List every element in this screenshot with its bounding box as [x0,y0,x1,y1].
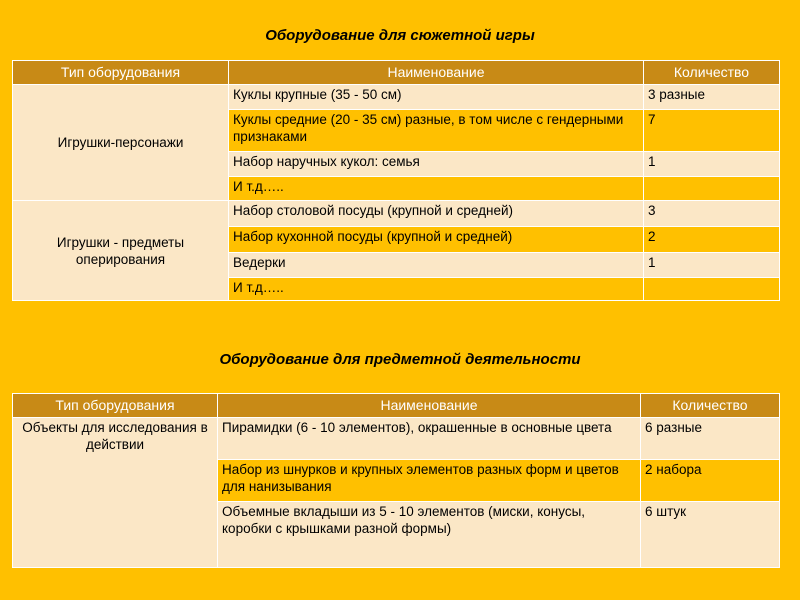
item-qty-cell: 1 [644,152,780,177]
item-name-cell: Набор наручных кукол: семья [229,152,644,177]
item-name-cell: И т.д….. [229,177,644,201]
equipment-table-object-activity [12,393,780,568]
item-qty-cell: 7 [644,110,780,152]
item-name-cell: Набор кухонной посуды (крупной и средней) [229,227,644,253]
header-name: Наименование [218,394,641,418]
header-type: Тип оборудования [13,394,218,418]
item-qty-cell: 2 [644,227,780,253]
item-qty-cell: 2 набора [641,460,780,502]
header-qty: Количество [641,394,780,418]
header-qty: Количество [644,61,780,85]
group-type-cell: Игрушки-персонажи [13,85,229,201]
table-row [13,418,780,460]
item-qty-cell: 1 [644,253,780,278]
header-name: Наименование [229,61,644,85]
item-qty-cell [644,177,780,201]
table-row [13,201,780,227]
group-type-cell: Игрушки - предметы оперирования [13,201,229,301]
item-name-cell: Куклы крупные (35 - 50 см) [229,85,644,110]
table-header-row [13,61,780,85]
item-qty-cell: 3 разные [644,85,780,110]
item-name-cell: Набор столовой посуды (крупной и средней) [229,201,644,227]
group-type-cell: Объекты для исследования в действии [13,418,218,568]
item-name-cell: Ведерки [229,253,644,278]
item-qty-cell: 6 разные [641,418,780,460]
item-name-cell: Пирамидки (6 - 10 элементов), окрашенные в основные цвета [218,418,641,460]
table1-title: Оборудование для сюжетной игры [265,27,535,44]
table2-title: Оборудование для предметной деятельности [219,351,581,368]
table-row [13,85,780,110]
item-qty-cell: 6 штук [641,502,780,568]
table-header-row [13,394,780,418]
item-qty-cell [644,278,780,301]
equipment-table-role-play [12,60,780,301]
item-qty-cell: 3 [644,201,780,227]
item-name-cell: Объемные вкладыши из 5 - 10 элементов (миски, конусы, коробки с крышками разной формы) [218,502,641,568]
item-name-cell: Набор из шнурков и крупных элементов разных форм и цветов для нанизывания [218,460,641,502]
item-name-cell: Куклы средние (20 - 35 см) разные, в том числе с гендерными признаками [229,110,644,152]
header-type: Тип оборудования [13,61,229,85]
item-name-cell: И т.д….. [229,278,644,301]
